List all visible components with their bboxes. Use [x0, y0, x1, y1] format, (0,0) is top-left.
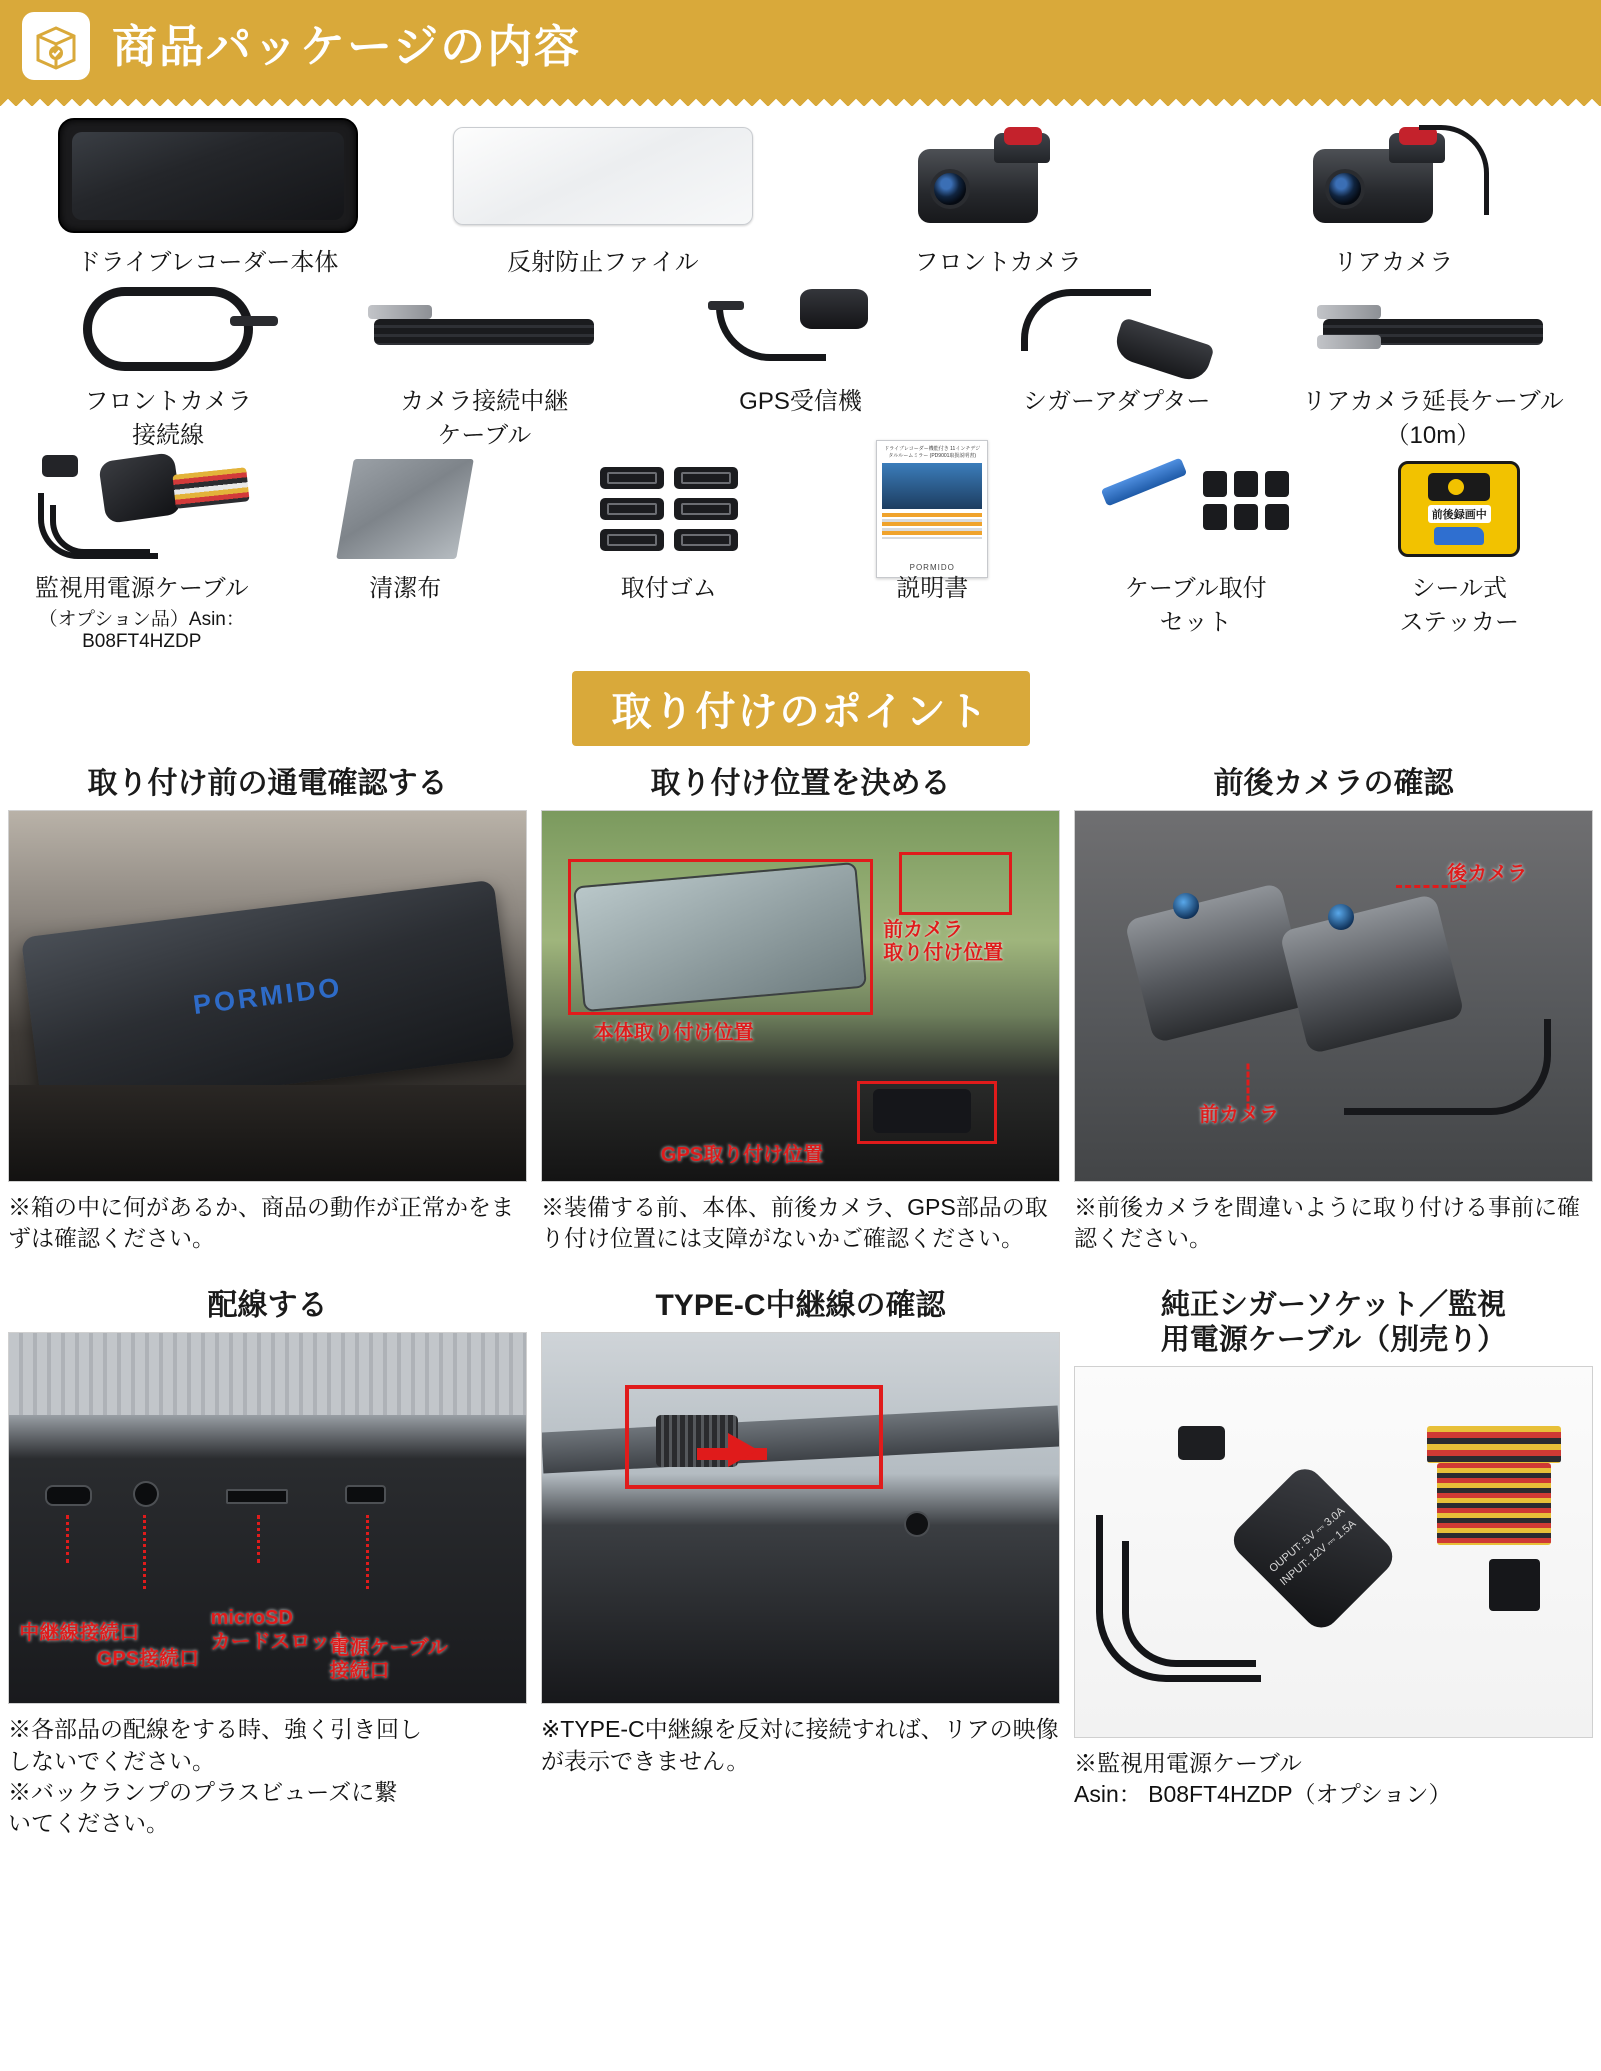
package-contents-grid: [0, 92, 1601, 653]
header-bar: [0, 0, 1601, 92]
point-note: ※箱の中に何があるか、商品の動作が正常かをまずは確認ください。: [8, 1194, 514, 1252]
package-item-label: ケーブル取付: [1124, 575, 1267, 603]
sticker-label: 前後録画中: [1428, 505, 1491, 523]
point-note: ※前後カメラを間違いように取り付ける事前に確認ください。: [1074, 1194, 1580, 1252]
package-item-label: シガーアダプター: [1022, 387, 1211, 415]
point-card-wiring: [8, 1278, 527, 1838]
port-gps: [133, 1481, 159, 1507]
mounting-rubber-icon: [537, 449, 801, 569]
cleaning-cloth-icon: [274, 449, 538, 569]
point-note-line2: しないでください。: [8, 1747, 215, 1774]
label-port-relay: 中継線接続口: [19, 1622, 140, 1645]
front-camera-cable-icon: [10, 277, 326, 382]
point-title: TYPE-C中継線の確認: [655, 1289, 946, 1323]
photo-typec-relay-check: [541, 1332, 1060, 1704]
rear-camera-extension-cable-icon: [1275, 277, 1591, 382]
package-item-monitor-power-cable: [10, 449, 274, 653]
port-power: [345, 1485, 386, 1504]
package-item-extension-cable: [1275, 277, 1591, 450]
manual-booklet-icon: [801, 446, 1065, 573]
label-port-power-line2: 接続口: [329, 1660, 390, 1683]
package-item-cloth: [274, 449, 538, 653]
photo-device-ports-wiring: [8, 1332, 527, 1704]
gps-receiver-icon: [642, 277, 958, 382]
point-note: [1074, 1748, 1593, 1810]
package-item-cig-adapter: [959, 277, 1275, 450]
parking-monitor-power-cable-icon: [10, 449, 274, 569]
package-item-sticker: [1328, 449, 1592, 653]
point-title: 取り付け前の通電確認する: [87, 767, 448, 801]
install-points-title-wrap: [0, 671, 1601, 746]
point-note-line4: いてください。: [8, 1809, 169, 1836]
package-row-2: [10, 277, 1591, 450]
package-item-front-camera: [801, 108, 1196, 277]
point-title-line2: 用電源ケーブル（別売り）: [1160, 1324, 1507, 1357]
point-note-line3: ※バックランプのプラスビューズに繋: [8, 1778, 398, 1805]
package-item-film: [405, 108, 800, 277]
point-card-typec-relay: [541, 1278, 1060, 1838]
package-item-label-2: 接続線: [132, 421, 205, 449]
package-item-label: 監視用電源ケーブル: [34, 575, 249, 603]
label-port-microsd-line2: カードスロット: [210, 1630, 351, 1653]
package-item-rubber: [537, 449, 801, 653]
front-camera-icon: [801, 108, 1196, 243]
label-front-camera-position: [883, 919, 1003, 966]
label-port-power: [330, 1637, 448, 1684]
highlight-box-body: [568, 859, 873, 1014]
package-item-label: 反射防止ファイル: [507, 249, 699, 276]
install-points-grid-row-1: [0, 746, 1601, 1254]
point-card-mount-position: [541, 756, 1060, 1254]
point-title: [1074, 1288, 1593, 1358]
warning-sticker-icon: [1328, 449, 1592, 569]
package-item-label: フロントカメラ: [914, 249, 1082, 276]
package-item-label: 清潔布: [369, 575, 442, 603]
zigzag-divider: [0, 92, 1601, 106]
package-item-label: フロントカメラ: [84, 387, 252, 415]
highlight-box-gps: [857, 1081, 997, 1144]
package-row-3: [10, 446, 1591, 653]
mirror-recorder-icon: [10, 108, 405, 243]
package-item-label: リアカメラ: [1333, 249, 1454, 276]
point-card-power-check: [8, 756, 527, 1254]
port-microsd: [226, 1489, 288, 1504]
package-item-label: GPS受信機: [739, 387, 862, 415]
point-note-line1: ※監視用電源ケーブル: [1074, 1750, 1302, 1777]
label-body-position: 本体取り付け位置: [593, 1022, 754, 1045]
point-note: ※TYPE-C中継線を反対に接続すれば、リアの映像が表示できません。: [541, 1716, 1059, 1774]
install-points-grid-row-2: [0, 1268, 1601, 1838]
package-item-install-kit: [1064, 449, 1328, 653]
brand-logo-overlay: PORMIDO: [191, 971, 344, 1020]
package-item-label: カメラ接続中継: [400, 387, 569, 415]
point-title: 前後カメラの確認: [1213, 767, 1454, 801]
cigarette-adapter-icon: [959, 277, 1275, 382]
highlight-box-connector: [625, 1385, 884, 1489]
point-card-power-cable: [1074, 1278, 1593, 1838]
package-item-label: リアカメラ延長ケーブル: [1302, 387, 1564, 415]
manual-cover-text: ドライブレコーダー機能付き 11インチデジタルルームミラー (PD9001取扱説明書): [884, 446, 981, 459]
package-item-front-camera-cable: [10, 277, 326, 450]
device-spec-text: OUPUT: 5V ⎓ 3.0A INPUT: 12V ⎓ 1.5A: [1267, 1504, 1359, 1588]
package-item-label-2: （オプション品）Asin：B08FT4HZDP: [38, 609, 245, 653]
label-gps-position: GPS取り付け位置: [660, 1144, 824, 1167]
package-item-recorder: [10, 108, 405, 277]
package-item-label-2: セット: [1159, 609, 1232, 637]
point-note: [8, 1714, 527, 1838]
point-note: ※装備する前、本体、前後カメラ、GPS部品の取り付け位置には支障がないかご確認ください。: [541, 1194, 1048, 1252]
photo-interior-mirror-power-check: [8, 810, 527, 1182]
point-title-line1: 純正シガーソケット／監視: [1160, 1289, 1507, 1322]
install-points-title: 取り付けのポイント: [572, 671, 1030, 746]
package-item-label: ドライブレコーダー本体: [76, 249, 339, 276]
label-front-camera-line2: 取り付け位置: [883, 942, 1004, 965]
package-item-label: シール式: [1411, 575, 1508, 603]
anti-reflection-film-icon: [405, 108, 800, 243]
package-item-label: 説明書: [896, 575, 969, 603]
point-title: 取り付け位置を決める: [650, 767, 951, 801]
camera-relay-cable-icon: [326, 277, 642, 382]
cable-install-kit-icon: [1064, 449, 1328, 569]
photo-windshield-mount-position: [541, 810, 1060, 1182]
photo-front-rear-camera-check: [1074, 810, 1593, 1182]
label-port-power-line1: 電源ケーブル: [329, 1636, 448, 1659]
package-item-manual: [801, 446, 1065, 653]
point-note-line2: Asin： B08FT4HZDP（オプション）: [1074, 1781, 1452, 1808]
label-port-gps: GPS接続口: [96, 1647, 200, 1670]
package-box-icon: [22, 12, 90, 80]
header-title: 商品パッケージの内容: [112, 20, 582, 72]
label-front-camera-line1: 前カメラ: [883, 918, 964, 941]
package-item-label-2: ステッカー: [1399, 609, 1520, 637]
package-item-gps: [642, 277, 958, 450]
point-title: 配線する: [207, 1289, 328, 1323]
port-typec: [45, 1485, 92, 1505]
photo-oem-power-cable: [1074, 1366, 1593, 1738]
rear-camera-icon: [1196, 108, 1591, 243]
manual-logo: PORMIDO: [909, 563, 955, 573]
package-item-label: 取付ゴム: [620, 575, 717, 603]
label-rear-camera: 後カメラ: [1447, 863, 1528, 886]
package-item-label-2: （10m）: [1385, 421, 1481, 449]
point-card-camera-check: [1074, 756, 1593, 1254]
package-item-label-2: ケーブル: [437, 421, 532, 449]
package-item-relay-cable: [326, 277, 642, 450]
label-port-microsd-line1: microSD: [210, 1607, 293, 1630]
point-note-line1: ※各部品の配線をする時、強く引き回し: [8, 1716, 422, 1743]
package-row-1: [10, 108, 1591, 277]
highlight-box-front-camera: [899, 852, 1013, 915]
label-front-camera: 前カメラ: [1199, 1103, 1280, 1126]
package-item-rear-camera: [1196, 108, 1591, 277]
